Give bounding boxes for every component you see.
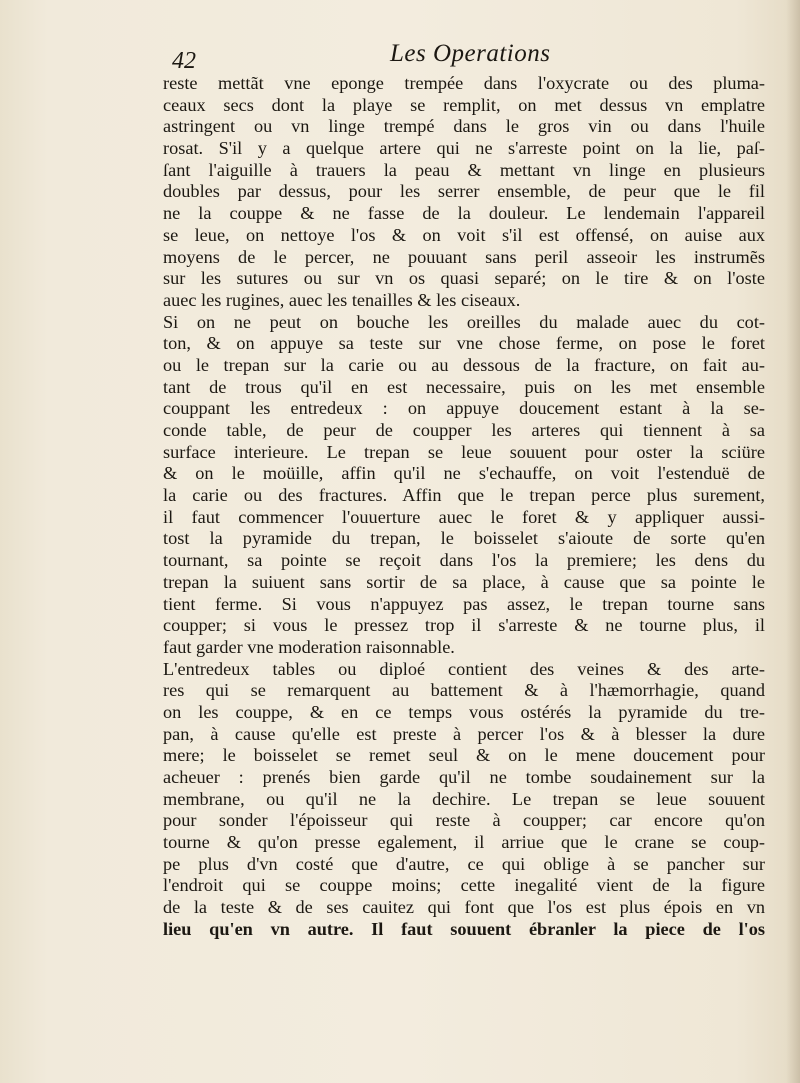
text-line: faut garder vne moderation raisonnable. xyxy=(163,636,455,657)
text-line: ne la couppe & ne fasse de la douleur. Le lendemain l'appareil xyxy=(163,203,765,224)
text-line: & on le moüille, affin qu'il ne s'echauffe, on voit l'estenduë de xyxy=(163,463,765,484)
text-line: ton, & on appuye sa teste sur vne chose ferme, on pose le foret xyxy=(163,333,765,354)
text-line: il faut commencer l'ouuerture auec le foret & y appliquer aussi- xyxy=(163,506,765,527)
text-line: tant de trous qu'il en est necessaire, puis on les met ensemble xyxy=(163,376,765,397)
text-line: pour sonder l'époisseur qui reste à coupper; car encore qu'on xyxy=(163,810,765,831)
page-number: 42 xyxy=(172,48,196,74)
text-line: sur les sutures ou sur vn os quasi separé; on le tire & on l'oste xyxy=(163,268,765,289)
text-line: ceaux secs dont la playe se remplit, on met dessus vn emplatre xyxy=(163,94,765,115)
text-line: tournant, sa pointe se reçoit dans l'os la premiere; les dens du xyxy=(163,550,765,571)
text-line: L'entredeux tables ou diploé contient des veines & des arte- xyxy=(163,658,765,679)
text-line: de la teste & de ses cauitez qui font que l'os est plus épois en vn xyxy=(163,897,765,918)
text-line: auec les rugines, auec les tenailles & les ciseaux. xyxy=(163,289,521,310)
text-line: pan, à cause qu'elle est preste à percer l'os & à blesser la dure xyxy=(163,723,765,744)
text-line: mere; le boisselet se remet seul & on le mene doucement pour xyxy=(163,745,765,766)
text-line: doubles par dessus, pour les serrer ensemble, de peur que le fil xyxy=(163,181,765,202)
running-title: Les Operations xyxy=(390,40,551,67)
text-line: ſant l'aiguille à trauers la peau & mettant vn linge en plusieurs xyxy=(163,159,765,180)
text-line: coupper; si vous le pressez trop il s'arreste & ne tourne plus, il xyxy=(163,615,765,636)
text-line: reste mettãt vne eponge trempée dans l'oxycrate ou des pluma- xyxy=(163,73,765,93)
text-line: tourne & qu'on presse egalement, il arriue que le crane se coup- xyxy=(163,832,765,853)
text-line: membrane, ou qu'il ne la dechire. Le trepan se leue souuent xyxy=(163,788,765,809)
text-line: l'endroit qui se couppe moins; cette inegalité vient de la figure xyxy=(163,875,765,896)
text-line: astringent ou vn linge trempé dans le gros vin ou dans l'huile xyxy=(163,116,765,137)
text-line: conde table, de peur de coupper les arteres qui tiennent à sa xyxy=(163,420,765,440)
text-line: se leue, on nettoye l'os & on voit s'il est offensé, on auise aux xyxy=(163,224,765,245)
text-line: tost la pyramide du trepan, le boisselet s'aioute de sorte qu'en xyxy=(163,528,765,549)
text-line: couppant les entredeux : on appuye doucement estant à la se- xyxy=(163,398,765,419)
body-text xyxy=(163,73,773,941)
text-line: ou le trepan sur la carie ou au dessous de la fracture, on fait au- xyxy=(163,354,765,375)
text-line: Si on ne peut on bouche les oreilles du malade auec du cot- xyxy=(163,311,765,332)
text-line: moyens de le percer, ne pouuant sans peril asseoir les instrumẽs xyxy=(163,246,765,267)
text-line: lieu qu'en vn autre. Il faut souuent ébranler la piece de l'os xyxy=(163,918,765,939)
text-line: acheuer : prenés bien garde qu'il ne tombe soudainement sur la xyxy=(163,767,765,787)
page-spine-shadow xyxy=(786,0,800,1083)
text-line: trepan la suiuent sans sortir de sa place, à cause que sa pointe le xyxy=(163,571,765,592)
text-line: la carie ou des fractures. Affin que le trepan perce plus surement, xyxy=(163,485,765,506)
text-line: pe plus d'vn costé que d'autre, ce qui oblige à se pancher sur xyxy=(163,853,765,874)
text-line: tient ferme. Si vous n'appuyez pas assez, le trepan tourne sans xyxy=(163,593,765,614)
text-line: res qui se remarquent au battement & à l'hæmorrhagie, quand xyxy=(163,680,765,701)
text-line: surface interieure. Le trepan se leue souuent pour oster la sciüre xyxy=(163,441,765,462)
text-line: rosat. S'il y a quelque artere qui ne s'arreste point on la lie, paſ- xyxy=(163,138,765,159)
text-line: on les couppe, & en ce temps vous ostérés la pyramide du tre- xyxy=(163,701,765,722)
